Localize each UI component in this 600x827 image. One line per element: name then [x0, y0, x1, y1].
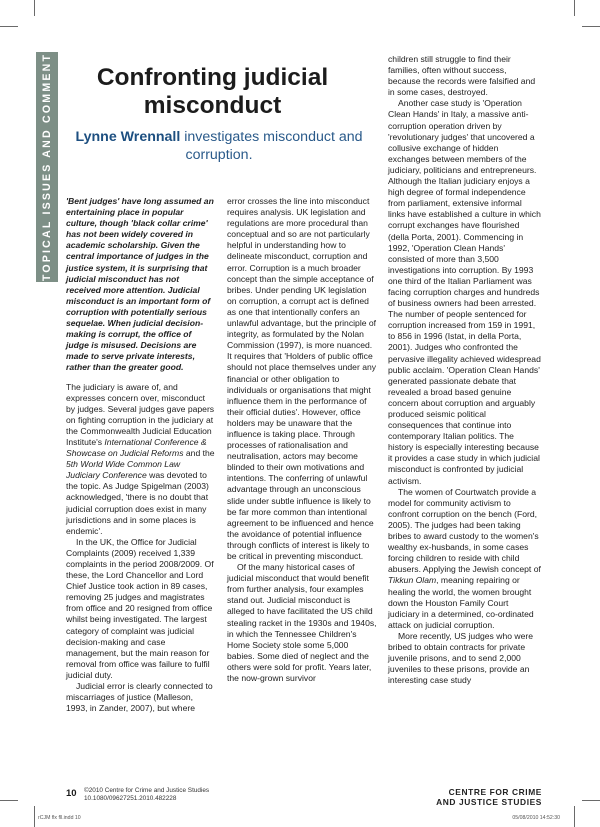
copyright-line: ©2010 Centre for Crime and Justice Studies — [84, 787, 210, 794]
copyright-notice — [84, 787, 209, 804]
byline-rest: investigates misconduct and corruption. — [180, 129, 363, 163]
crop-mark — [574, 806, 575, 827]
print-slug-left: rCJM flx fll.indd 10 — [38, 815, 81, 821]
column-3 — [388, 54, 541, 686]
crop-mark — [0, 26, 18, 27]
crop-mark — [34, 0, 35, 16]
body-paragraph: children still struggle to find their families, often without success, because the records were falsified and in some cases, destroyed. — [388, 54, 536, 98]
article-title: Confronting judicial misconduct — [96, 64, 329, 119]
crop-mark — [0, 800, 18, 801]
column-2 — [227, 196, 377, 684]
crop-mark — [574, 0, 575, 16]
body-paragraph: More recently, US judges who were bribed to obtain contracts for private juvenile prisons, and to send 2,000 juveniles to these prisons, provide an interesting case study — [388, 630, 534, 686]
body-paragraph: The judiciary is aware of, and expresses concern over, misconduct by judges. Several judges gave papers on fighting corruption in the judiciary at the Commonwealth Judicial Education Institute's International Conference & Showcase on Judicial Reforms and the 5th World Wide Common Law Judiciary Conference was devoted to the topic. As Judge Spigelman (2003) acknowledged, 'there is no doubt that judicial corruption does exist in many jurisdictions and in some places is endemic'. — [66, 381, 215, 536]
body-paragraph: Of the many historical cases of judicial misconduct that would benefit from further analysis, four examples stand out. Judicial misconduct is alleged to have facilitated the US child stealing racket in the 1930s and 1940s, in which the Tennessee Children's Home Society stole some 5,000 babies. Some died of neglect and the others were sold for profit. Years later, the now-grown survivor — [227, 562, 377, 684]
body-paragraph: In the UK, the Office for Judicial Complaints (2009) received 1,339 complaints in the period 2008/2009. Of these, the Lord Chancellor and Lord Chief Justice took action in 89 cases, removing 25 judges and magistrates from office and 20 resigned from office whilst being investigated. The largest category of complaint was judicial decision-making and case management, but the main reason for removal from office was failure to fulfil judicial duty. — [66, 536, 214, 680]
body-paragraph: Judicial error is clearly connected to miscarriages of justice (Malleson, 1993, in Zander, 2007), but where — [66, 681, 213, 714]
brand-line: CENTRE FOR CRIME — [448, 787, 542, 797]
page-number: 10 — [66, 788, 77, 799]
lead-paragraph: 'Bent judges' have long assumed an entertaining place in popular culture, though 'black collar crime' has not been widely covered in academic scholarship. Given the central importance of judges in the justice system, it is surprising that judicial misconduct has not received more attention. Judicial misconduct is an important form of corruption with potentially serious sequelae. When judicial decision-making is corrupt, the office of judge is misused. Decisions are made to serve private interests, rather than the greater good. — [66, 196, 214, 373]
body-paragraph: Another case study is 'Operation Clean Hands' in Italy, a massive anti-corruption operation driven by 'revolutionary judges' that uncovered a collusive exchange of hidden exchanges between members of the judiciary, politicians and entrepreneurs. Although the Italian judiciary enjoys a high degree of formal independence from parliament, extensive informal links have established a culture in which corrupt exchanges have flourished (della Porta, 2001). Commencing in 1992, 'Operation Clean Hands' consisted of more than 3,500 investigations into corruption. By 1993 one third of the Italian Parliament was facing corruption charges and hundreds of business owners had been arrested. The number of people sentenced for corruption increased from 159 in 1991, to 856 in 1996 (Istat, in della Porta, 2001). Judges who confronted the pervasive illegality achieved widespread public acclaim. 'Operation Clean Hands' generated passionate debate that revealed a broad based genuine concern about corruption and arguably produced seismic political consequences that continue into contemporary Italian politics. The history is especially interesting because it provides a case study in which judicial misconduct is confronted by judicial activism. — [388, 98, 541, 486]
byline — [60, 128, 378, 164]
section-sidebar — [36, 52, 58, 282]
author-name: Lynne Wrennall — [75, 129, 181, 145]
publisher-brand — [436, 787, 542, 807]
brand-line: AND JUSTICE STUDIES — [436, 797, 542, 807]
body-paragraph: error crosses the line into misconduct requires analysis. UK legislation and regulations are more procedural than conceptual and so are not particularly helpful in understanding how to delineate misconduct, corruption and error. Corruption is a much broader concept than the simple acceptance of bribes. Under pending UK legislation on corruption, a corrupt act is defined as one that intentionally confers an unlawful advantage, but the principle of integrity, as formulated by the Nolan Commission (1997), is more nuanced. It requires that 'Holders of public office should not place themselves under any financial or other obligation to individuals or organisations that might influence them in the performance of their official duties'. However, office holders may be unaware that the influence is taking place. Through processes of rationalisation and neutralisation, actors may become blinded to their own motivations and intentions. The conferring of unlawful advantage through an unconscious slide under subtle influence is likely to be far more common than intentional agreement to be influenced and hence the avoidance of potential influence through conflicts of interest is likely to be critical in preventing misconduct. — [227, 196, 377, 561]
section-label: TOPICAL ISSUES AND COMMENT — [41, 52, 53, 282]
body-paragraph: The women of Courtwatch provide a model for community activism to confront corruption on the bench (Ford, 2005). The judges had been taking bribes to award custody to the women's wealthy ex-husbands, in some cases forcing children to reside with child abusers. Applying the Jewish concept of Tikkun Olam, meaning repairing or healing the world, the women brought down the Houston Family Court judiciary in a determined, co-ordinated attack on judicial corruption. — [388, 486, 541, 630]
print-slug-right: 05/08/2010 14:52:30 — [512, 815, 560, 821]
crop-mark — [34, 806, 35, 827]
crop-mark — [582, 800, 600, 801]
column-1 — [66, 196, 216, 714]
crop-mark — [582, 26, 600, 27]
doi-line: 10.1080/09627251.2010.482228 — [84, 795, 177, 803]
